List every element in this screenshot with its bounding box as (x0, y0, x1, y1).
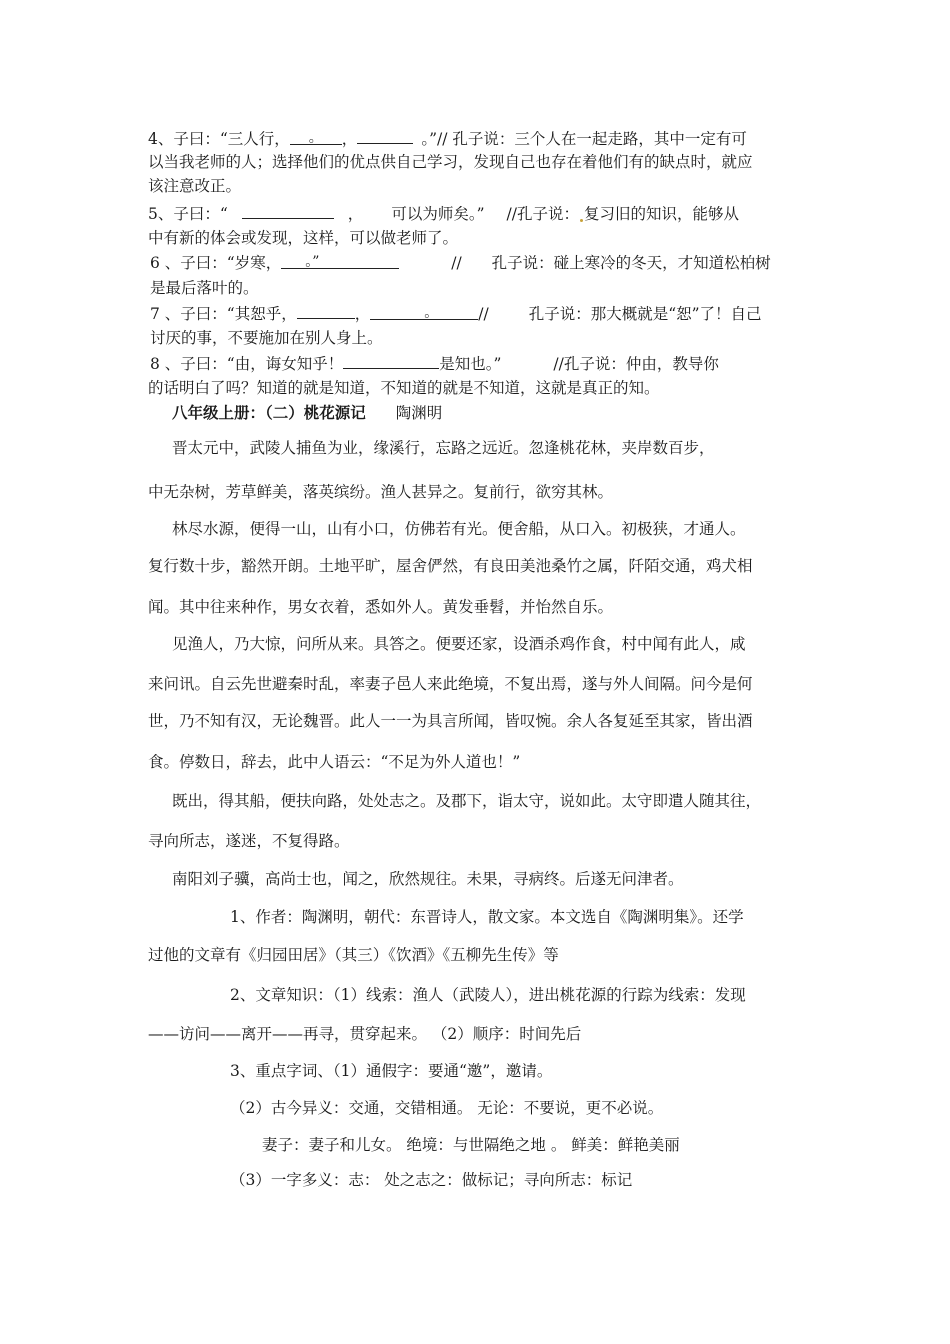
note-line: 2、文章知识：（1）线索：渔人（武陵人），进出桃花源的行踪为线索：发现 (230, 986, 746, 1004)
text-line: 南阳刘子骥，高尚士也，闻之，欣然规往。未果，寻病终。后遂无问津者。 (172, 870, 684, 888)
note-line: 3、重点字词、（1）通假字：要通“邀”，邀请。 (230, 1062, 553, 1080)
question-5-gloss-label: //孔子说： (506, 205, 579, 223)
question-7-line-1 (150, 303, 762, 324)
text-line: 林尽水源，便得一山，山有小口，仿佛若有光。便舍船，从口入。初极狭，才通人。 (172, 520, 746, 538)
note-line: 过他的文章有《归园田居》（其三）《饮酒》《五柳先生传》等 (148, 946, 559, 964)
question-5-line-2: 中有新的体会或发现，这样，可以做老师了。 (148, 229, 459, 247)
note-line: （3）一字多义：志： 处之志之：做标记；寻向所志：标记 (230, 1171, 633, 1189)
section-title: 八年级上册：（二）桃花源记 (172, 403, 366, 422)
question-7-separator: // (478, 305, 489, 323)
section-heading (172, 403, 442, 423)
text-line: 寻向所志，遂迷，不复得路。 (148, 832, 350, 850)
text-line: 晋太元中，武陵人捕鱼为业，缘溪行，忘路之远近。忽逢桃花林，夹岸数百步， (172, 439, 715, 457)
question-7-prompt: 7 、子曰：“其恕乎， (150, 305, 297, 323)
fill-blank-5[interactable] (242, 203, 334, 219)
text-line: 食。停数日，辞去，此中人语云：“不足为外人道也！” (148, 753, 521, 771)
question-8-line-2: 的话明白了吗？知道的就是知道，不知道的就是不知道，这就是真正的知。 (148, 379, 660, 397)
note-line: （2）古今异义：交通，交错相通。 无论：不要说，更不必说。 (230, 1099, 664, 1117)
question-4-line-1 (148, 128, 747, 149)
section-author: 陶渊明 (395, 404, 443, 422)
marker-dot (580, 219, 583, 222)
question-5-comma: ， (347, 205, 364, 223)
question-5-prompt: 5、子曰：“ (148, 205, 228, 223)
text-line: 见渔人，乃大惊，问所从来。具答之。便要还家，设酒杀鸡作食，村中闻有此人，咸 (172, 635, 746, 653)
question-5-gloss: 复习旧的知识，能够从 (583, 205, 739, 223)
question-6-gloss: 孔子说：碰上寒冷的冬天，才知道松柏树 (491, 254, 771, 272)
question-8-gloss: //孔子说：仲由，教导你 (553, 355, 719, 373)
question-8-tail: 是知也。” (439, 355, 502, 373)
fill-blank-4b[interactable] (357, 128, 413, 144)
question-6-prompt: 6 、子曰：“岁寒， (150, 254, 282, 272)
question-6-line-1 (150, 253, 771, 273)
question-6-separator: // (451, 254, 462, 272)
fill-blank-4a[interactable]: 。 (290, 129, 342, 145)
question-6-line-2: 是最后落叶的。 (150, 279, 259, 297)
question-5-line-1 (148, 203, 739, 224)
question-4-separator: ， (341, 130, 358, 148)
question-8-line-1 (150, 353, 719, 374)
text-line: 来问讯。自云先世避秦时乱，率妻子邑人来此绝境，不复出焉，遂与外人间隔。问今是何 (148, 675, 753, 693)
question-4-gloss: 。”// 孔子说：三个人在一起走路，其中一定有可 (421, 130, 747, 148)
question-7-comma: ， (354, 305, 371, 323)
text-line: 闻。其中往来种作，男女衣着，悉如外人。黄发垂髫，并怡然自乐。 (148, 598, 614, 616)
question-8-prompt: 8 、子曰：“由，诲女知乎！ (150, 355, 344, 373)
fill-blank-7a[interactable] (297, 303, 355, 319)
text-line: 世，乃不知有汉，无论魏晋。此人一一为具言所闻，皆叹惋。余人各复延至其家，皆出酒 (148, 712, 753, 730)
question-4-prompt: 4、子曰：“三人行， (148, 130, 290, 148)
question-7-gloss: 孔子说：那大概就是“恕”了！自己 (528, 305, 762, 323)
fill-blank-7b[interactable]: 。 (370, 304, 478, 320)
note-line: ——访问——离开——再寻，贯穿起来。 （2）顺序：时间先后 (148, 1025, 582, 1043)
question-4-line-2: 以当我老师的人；选择他们的优点供自己学习，发现自己也存在着他们有的缺点时，就应 (148, 153, 753, 171)
question-7-line-2: 讨厌的事，不要施加在别人身上。 (150, 329, 383, 347)
text-line: 中无杂树，芳草鲜美，落英缤纷。渔人甚异之。复前行，欲穷其林。 (148, 483, 614, 501)
question-5-tail: 可以为师矣。” (391, 205, 485, 223)
text-line: 复行数十步，豁然开朗。土地平旷，屋舍俨然，有良田美池桑竹之属，阡陌交通，鸡犬相 (148, 557, 753, 575)
fill-blank-8[interactable] (343, 353, 439, 369)
note-line: 1、作者：陶渊明，朝代：东晋诗人，散文家。本文选自《陶渊明集》。还学 (230, 908, 744, 926)
fill-blank-6[interactable]: 。” (281, 253, 399, 269)
text-line: 既出，得其船，便扶向路，处处志之。及郡下，诣太守，说如此。太守即遣人随其往， (172, 792, 762, 810)
question-4-line-3: 该注意改正。 (148, 177, 242, 195)
note-line: 妻子：妻子和儿女。 绝境：与世隔绝之地 。 鲜美：鲜艳美丽 (262, 1136, 680, 1154)
